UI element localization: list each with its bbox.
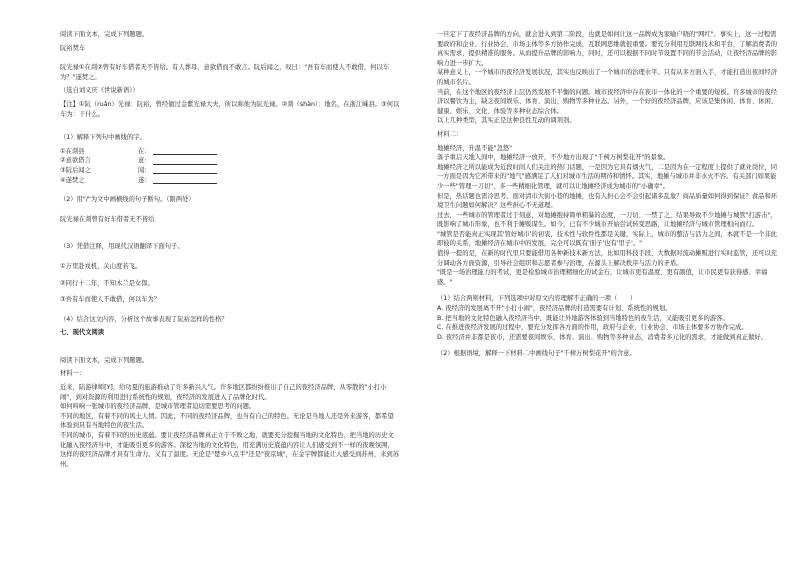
material-1-paragraph: 一旦定下了夜经济品牌的方向，就会进入到第二阶段，也就是如何让这一品牌成为家喻户晓的"网红"。事实上，这一过程需要政府和企业、行业协会、市场主体等多方协作完成，互联网思维就很重要。要充分利用互联网技术和平台，了解消费者的真实需求，提供精准的服务。从而提升品牌的影响力，同时，还可以根据不同时节设置不同的节会活动，让夜经济品牌的影响力进一步扩大。 bbox=[437, 31, 778, 67]
answer-blank[interactable] bbox=[153, 148, 217, 155]
q1-item-tag: 闻： bbox=[138, 166, 151, 174]
passage-note: 【注】①阮（ruǎn）光禄：阮裕，曾经做过金紫光禄大夫，所以称他为阮光禄。②剡（shàn）：地名，在浙江嵊县。③何以车为：干什么。 bbox=[60, 100, 400, 118]
q1-item-label: ①在剡县 bbox=[60, 147, 85, 155]
passage-source: （选自刘义庆《世说新语》） bbox=[60, 87, 139, 95]
question-2-sentence: 阮光禄在剡曾有好车借者无不皆给 bbox=[60, 215, 155, 223]
material-1-paragraph: 以上几种类型，其实正是这种良性互动的调剂剂。 bbox=[437, 117, 576, 125]
question-4: （4）结合这文内容，分析这个故事表现了阮裕怎样的性格？ bbox=[60, 315, 228, 323]
q1-item-label: ④遂焚之 bbox=[60, 176, 85, 184]
material-1-paragraph: 某种意义上，一个城市的夜经济发展状况，其实也反映出了一个城市的治理水平。只有从多方面入手，才能打造出夜间经济的城市名片。 bbox=[437, 69, 778, 86]
material-2-paragraph: 值得一提的是，在新的时代里只要能借用各种新技术新方法，比如用科技手段、大数据对流动摊贩进行实时监管，还可以充分调动各方面资源，引导社会组织和志愿者参与治理，在源头上解决秩序与活力的矛盾。 bbox=[437, 250, 778, 267]
section-heading: 七、现代文阅读 bbox=[60, 329, 105, 337]
material-2-paragraph: 但是，热话题也需冷思考。面对清市大街小巷的地摊，也有人担心会不会引起诸多乱象？商品质量如何得到保证？食品和环境卫生问题如何解决？这些担心不无道理。 bbox=[437, 192, 778, 210]
q1-item-tag: 遂： bbox=[138, 176, 151, 184]
material-1-paragraph: 近来，陆游律师[Y]，给功夏的旅游推动了许多新兴人气。许多地区都纷纷推出了自己的夜经济品牌，从零散的"小打小闹"，到对资源的利用进行系统性的规划，夜经济的发展进入了品牌化时代。 bbox=[60, 384, 387, 401]
q1-item-tag: 在： bbox=[138, 147, 151, 155]
answer-blank[interactable] bbox=[153, 158, 217, 165]
q1-item bbox=[60, 147, 400, 157]
option-c[interactable]: C. 在推进夜经济发展的过程中，要充分发挥各方面的作用，政府与企业、行业协会、市场主体要多方协作完成。 bbox=[437, 324, 748, 332]
question-1-items bbox=[60, 147, 400, 185]
left-column bbox=[60, 30, 400, 469]
material-2-title: 地摊经济，升温不能"忽悠" bbox=[437, 144, 513, 152]
q1-item bbox=[60, 156, 400, 166]
intro-text: 阅读下面文本，完成下列题题。 bbox=[60, 31, 149, 38]
passage-paragraph: 阮光禄①在剡②曾有好车借者无不皆给。有人葬母，意欲借而不敢言。阮后闻之，叹曰："吾有车而使人不敢借，何以车为？"遂焚之。 bbox=[60, 64, 390, 81]
intro-text-2: 阅读下面文本，完成下列题题。 bbox=[60, 356, 149, 364]
q1-item-tag: 意： bbox=[138, 157, 151, 165]
question-a: （1）结合两则材料，下列选项中对原文内容理解不正确的一项（ ） bbox=[437, 295, 637, 303]
material-1-paragraph: 不同的城市，有着不同的历史底蕴。要让夜经济品牌真正立于不败之地，就要充分挖掘当地的文化特色，把当地的历史文化融入夜经济当中，才能吸引更多的游客。深挖当地的文化特色，用充满历史底蕴内容让人们感受到不一样的夜晚氛围，这样的夜经济品牌才具有生命力。又有了温度。无论是"楚乡八点半"还是"夜京城"，在金字牌都能让人感受到苏州，来到苏州。 bbox=[60, 432, 400, 468]
question-3: （3）凭借注释，用现代汉语翻译下面句子。 bbox=[60, 243, 184, 251]
material-2-paragraph: 过去，一些城市的管理者过于刻意，对地摊抱持简单粗暴的态度，一刀切、一禁了之，结果导致不少地摊与城管"打游击"，既影响了城市形象，也不利于摊贩谋生。如今，已有不少城市开始尝试转变思路，让地摊经济与城市管理相向而行。 bbox=[437, 211, 777, 229]
q1-item-label: ③阮后闻之 bbox=[60, 166, 91, 174]
option-d[interactable]: D. 夜经济并非都是夜市，还需要夜间娱乐、体育、演出、购物等多种业态，消费者多元化的需求，才能做到真正做好。 bbox=[437, 333, 767, 341]
material-2-label: 材料二： bbox=[437, 130, 463, 138]
material-1-paragraph: 如何叫响一张城市的夜经济品牌，是城市管理者迫切需要思考的问题。 bbox=[60, 403, 256, 411]
q1-item-label: ②意欲借言 bbox=[60, 157, 91, 165]
option-a[interactable]: A. 夜经济的发展离不开"小打小闹"，夜经济品牌的打造需要有计划、系统性的规划。 bbox=[437, 305, 672, 313]
q3-item: ①万里赴戎机，关山度若飞。 bbox=[60, 262, 142, 270]
material-2-paragraph: 地摊经济之所以能成为近段时间人们关注的热门话题，一是因为它具有烟火气，二是因为在一定程度上提供了就业岗位，同一方面是因为它所带来的"地气"感满足了人们对城市生活的期待和情怀。其实，地摊与城市并非水火不容。有关部门如果能少一些"管理一刀切"，多一些精细化管理，就可以让地摊经济成为城市的"小确幸"。 bbox=[437, 163, 778, 190]
question-2: （2）用"/"为文中画横线的句子断句。（限两处） bbox=[60, 196, 195, 204]
material-1-label: 材料一： bbox=[60, 370, 86, 378]
q3-item: ②同行十二年，不知木兰是女郎。 bbox=[60, 279, 154, 287]
question-1: （1）解释下列句中画线的字。 bbox=[60, 134, 146, 142]
q1-item bbox=[60, 166, 400, 176]
material-1-paragraph: 不同的地区，有着不同的风土人情。因此，不同的夜经济品牌，也当有自己的特色。无论是当地人还是外来游客，都希望体验到具有当地特色的夜生活。 bbox=[60, 412, 394, 430]
material-2-paragraph: 落子重启天地人间中，地摊经济一放开，不少地方出现了"千树万树梨花开"的景象。 bbox=[437, 154, 670, 162]
option-b[interactable]: B. 把当地的文化特色融入夜经济当中，既能让外地游客体验到当地特色的夜生活，又能吸引更多的游客。 bbox=[437, 314, 729, 322]
q1-item bbox=[60, 176, 400, 186]
material-2-paragraph: "既是一场治理能力的考试，更是检验城市治理精细化的试金石，让城市更有温度、更有颜值，让市民更有获得感、幸福感。" bbox=[437, 269, 768, 286]
passage-title: 阮裕焚车 bbox=[60, 44, 86, 52]
answer-blank[interactable] bbox=[153, 167, 217, 174]
question-b: （2）根据语境，解释一下材料二中画线句子"千树万树梨花开"的含意。 bbox=[437, 350, 636, 358]
q3-item: ③吾有车而使人不敢借，何以车为？ bbox=[60, 296, 161, 304]
right-column bbox=[437, 30, 779, 359]
answer-blank[interactable] bbox=[153, 177, 217, 184]
material-2-paragraph: "城管是否能真正实现其'管好城市'的初衷，技术性与软件性都是关键，实际上，城市的整洁与活力之间，本就不是一个非此即彼的关系，地摊经济在城市中的发展，完全可以既有'面子'也有'里子'。" bbox=[437, 230, 778, 248]
material-1-paragraph: 当前，在这个地区的夜经济上层仍然发展不平衡的问题。城市夜经济中存在夜市一体化的一个重要的短板。许多城市的夜经济以餐饮为主，缺乏夜间娱乐、体育、演出、购物等多种业态。另外，一个好的夜经济品牌，应该是集休闲、体育、休闲、健康、娱乐、文化、体验等多种业态综合体。 bbox=[437, 88, 778, 115]
